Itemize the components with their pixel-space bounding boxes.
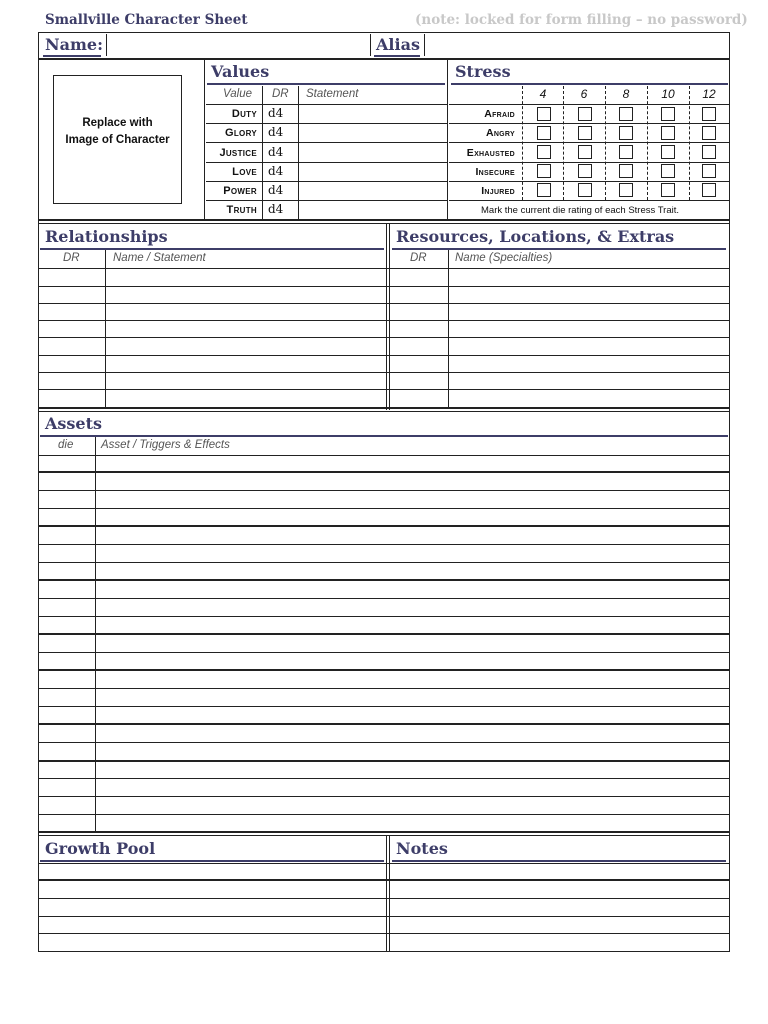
assets-col-effects: Asset / Triggers & Effects [101, 439, 230, 451]
stress-checkbox-injured-12[interactable] [702, 183, 716, 197]
values-col-dr: DR [272, 88, 289, 100]
stress-checkbox-insecure-8[interactable] [619, 164, 633, 178]
stress-checkbox-injured-8[interactable] [619, 183, 633, 197]
stress-checkbox-insecure-12[interactable] [702, 164, 716, 178]
value-dr-duty[interactable]: d4 [268, 106, 284, 120]
stress-name-injured: Injured [481, 185, 515, 197]
name-field[interactable] [106, 34, 371, 56]
alias-label: Alias [376, 35, 420, 54]
stress-checkbox-insecure-10[interactable] [661, 164, 675, 178]
value-name-justice: Justice [219, 147, 257, 159]
stress-die-4: 4 [539, 87, 547, 101]
resources-col-name: Name (Specialties) [455, 252, 553, 264]
relationships-title: Relationships [45, 227, 168, 246]
resources-title: Resources, Locations, & Extras [396, 227, 675, 246]
stress-name-angry: Angry [485, 127, 515, 139]
value-name-power: Power [223, 185, 257, 197]
stress-checkbox-exhausted-4[interactable] [537, 145, 551, 159]
stress-name-exhausted: Exhausted [466, 147, 515, 159]
value-statement-justice[interactable] [300, 143, 446, 161]
stress-title: Stress [455, 62, 511, 81]
value-name-duty: Duty [231, 108, 257, 120]
stress-checkbox-angry-10[interactable] [661, 126, 675, 140]
value-name-glory: Glory [225, 127, 257, 139]
alias-field[interactable] [424, 34, 730, 56]
stress-die-10: 10 [661, 87, 675, 101]
value-dr-glory[interactable]: d4 [268, 125, 284, 139]
value-statement-duty[interactable] [300, 105, 446, 122]
value-dr-justice[interactable]: d4 [268, 145, 284, 159]
relationships-col-name: Name / Statement [113, 252, 206, 264]
portrait-line-2: Image of Character [65, 134, 170, 146]
stress-die-12: 12 [702, 87, 716, 101]
stress-checkbox-exhausted-10[interactable] [661, 145, 675, 159]
relationships-col-dr: DR [63, 252, 80, 264]
value-statement-love[interactable] [300, 163, 446, 180]
value-dr-power[interactable]: d4 [268, 183, 284, 197]
name-label: Name: [45, 35, 104, 54]
assets-col-die: die [58, 439, 74, 451]
stress-checkbox-angry-4[interactable] [537, 126, 551, 140]
stress-checkbox-insecure-4[interactable] [537, 164, 551, 178]
stress-name-insecure: Insecure [475, 166, 515, 178]
value-name-love: Love [232, 166, 257, 178]
stress-checkbox-angry-8[interactable] [619, 126, 633, 140]
value-statement-truth[interactable] [300, 201, 446, 219]
assets-title: Assets [45, 414, 103, 433]
stress-checkbox-injured-6[interactable] [578, 183, 592, 197]
value-name-truth: Truth [226, 204, 257, 216]
stress-instructions: Mark the current die rating of each Stress Trait. [481, 205, 680, 216]
value-dr-love[interactable]: d4 [268, 164, 284, 178]
stress-checkbox-afraid-10[interactable] [661, 107, 675, 121]
values-title: Values [211, 62, 270, 81]
stress-name-afraid: Afraid [484, 108, 515, 120]
stress-checkbox-exhausted-12[interactable] [702, 145, 716, 159]
stress-checkbox-afraid-12[interactable] [702, 107, 716, 121]
portrait-line-1: Replace with [82, 117, 153, 129]
values-col-statement: Statement [306, 88, 359, 100]
stress-checkbox-exhausted-8[interactable] [619, 145, 633, 159]
value-dr-truth[interactable]: d4 [268, 202, 284, 216]
stress-checkbox-injured-4[interactable] [537, 183, 551, 197]
stress-checkbox-angry-12[interactable] [702, 126, 716, 140]
stress-checkbox-injured-10[interactable] [661, 183, 675, 197]
resources-col-dr: DR [410, 252, 427, 264]
stress-checkbox-afraid-8[interactable] [619, 107, 633, 121]
stress-checkbox-afraid-6[interactable] [578, 107, 592, 121]
values-col-value: Value [223, 88, 252, 100]
form-lock-note: (note: locked for form filling – no password) [415, 12, 748, 28]
character-portrait-placeholder[interactable] [53, 75, 182, 204]
notes-title: Notes [396, 839, 448, 858]
stress-checkbox-insecure-6[interactable] [578, 164, 592, 178]
growth-pool-title: Growth Pool [45, 839, 156, 858]
stress-checkbox-exhausted-6[interactable] [578, 145, 592, 159]
stress-die-8: 8 [622, 87, 630, 101]
stress-die-6: 6 [580, 87, 588, 101]
stress-checkbox-angry-6[interactable] [578, 126, 592, 140]
sheet-title: Smallville Character Sheet [45, 12, 248, 28]
value-statement-power[interactable] [300, 182, 446, 199]
stress-checkbox-afraid-4[interactable] [537, 107, 551, 121]
value-statement-glory[interactable] [300, 124, 446, 141]
